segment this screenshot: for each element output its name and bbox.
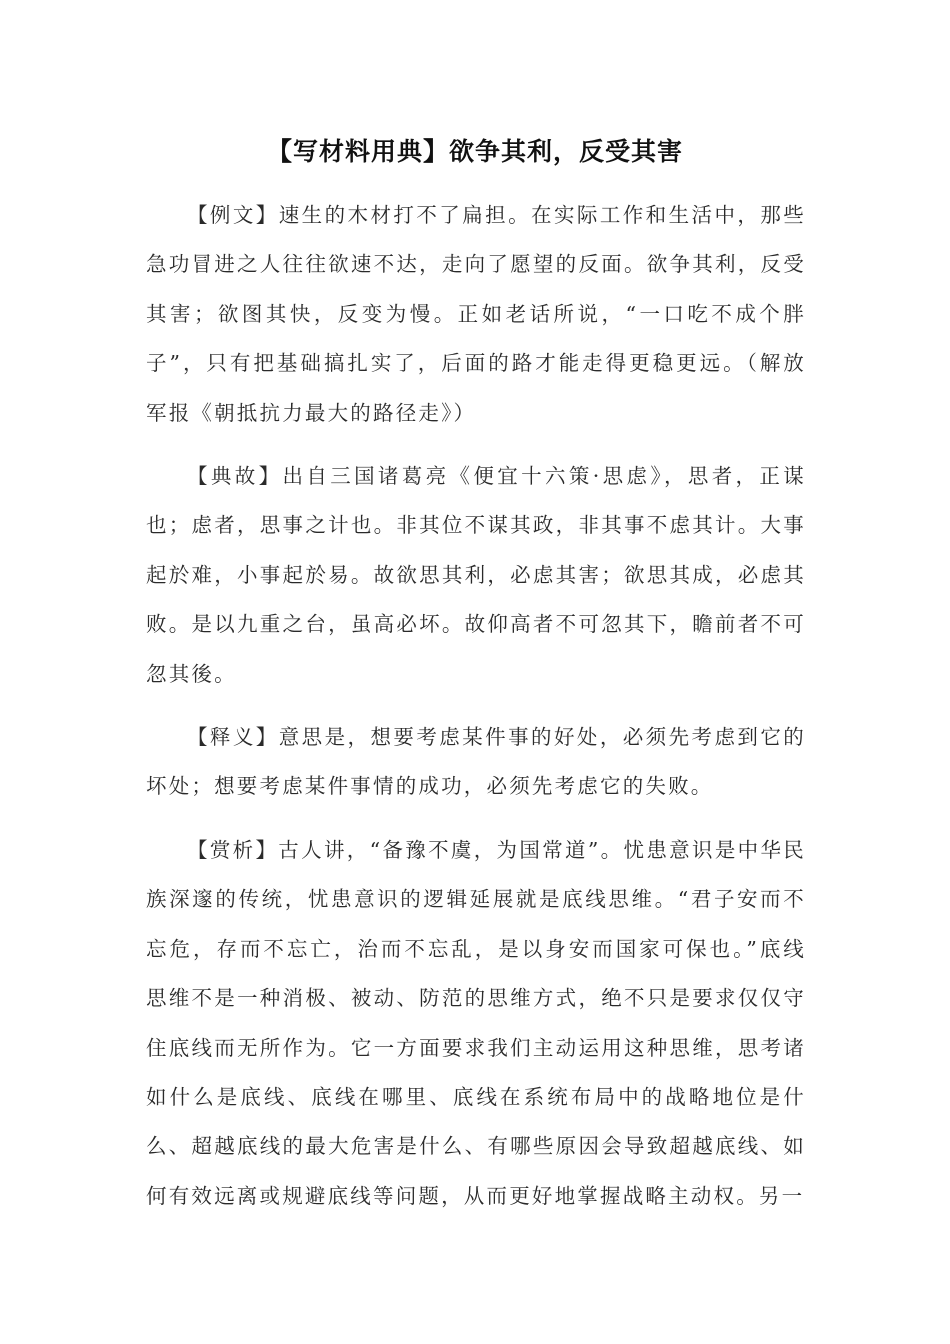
page-title: 【写材料用典】欲争其利，反受其害	[266, 137, 683, 166]
paragraph-example: 【例文】速生的木材打不了扁担。在实际工作和生活中，那些急功冒进之人往往欲速不达，走向了愿望的反面。欲争其利，反受其害；欲图其快，反变为慢。正如老话所说，“一口吃不成个胖子”，只有把基础搞扎实了，后面的路才能走得更稳更远。（解放军报《朝抵抗力最大的路径走》）	[146, 203, 806, 425]
paragraph-appreciation: 【赏析】古人讲，“备豫不虞，为国常道”。忧患意识是中华民族深邃的传统，忧患意识的逻辑延展就是底线思维。“君子安而不忘危，存而不忘亡，治而不忘乱，是以身安而国家可保也。”底线思维不是一种消极、被动、防范的思维方式，绝不只是要求仅仅守住底线而无所作为。它一方面要求我们主动运用这种思维，思考诸如什么是底线、底线在哪里、底线在系统布局中的战略地位是什么、超越底线的最大危害是什么、有哪些原因会导致超越底线、如何有效远离或规避底线等问题，从而更好地掌握战略主动权。另一	[146, 837, 806, 1208]
paragraph-allusion: 【典故】出自三国诸葛亮《便宜十六策·思虑》，思者，正谋也；虑者，思事之计也。非其位不谋其政，非其事不虑其计。大事起於难，小事起於易。故欲思其利，必虑其害；欲思其成，必虑其败。是以九重之台，虽高必坏。故仰高者不可忽其下，瞻前者不可忽其後。	[146, 464, 806, 686]
document-body	[146, 191, 806, 1235]
paragraph-explanation: 【释义】意思是，想要考虑某件事的好处，必须先考虑到它的坏处；想要考虑某件事情的成功，必须先考虑它的失败。	[146, 725, 806, 799]
